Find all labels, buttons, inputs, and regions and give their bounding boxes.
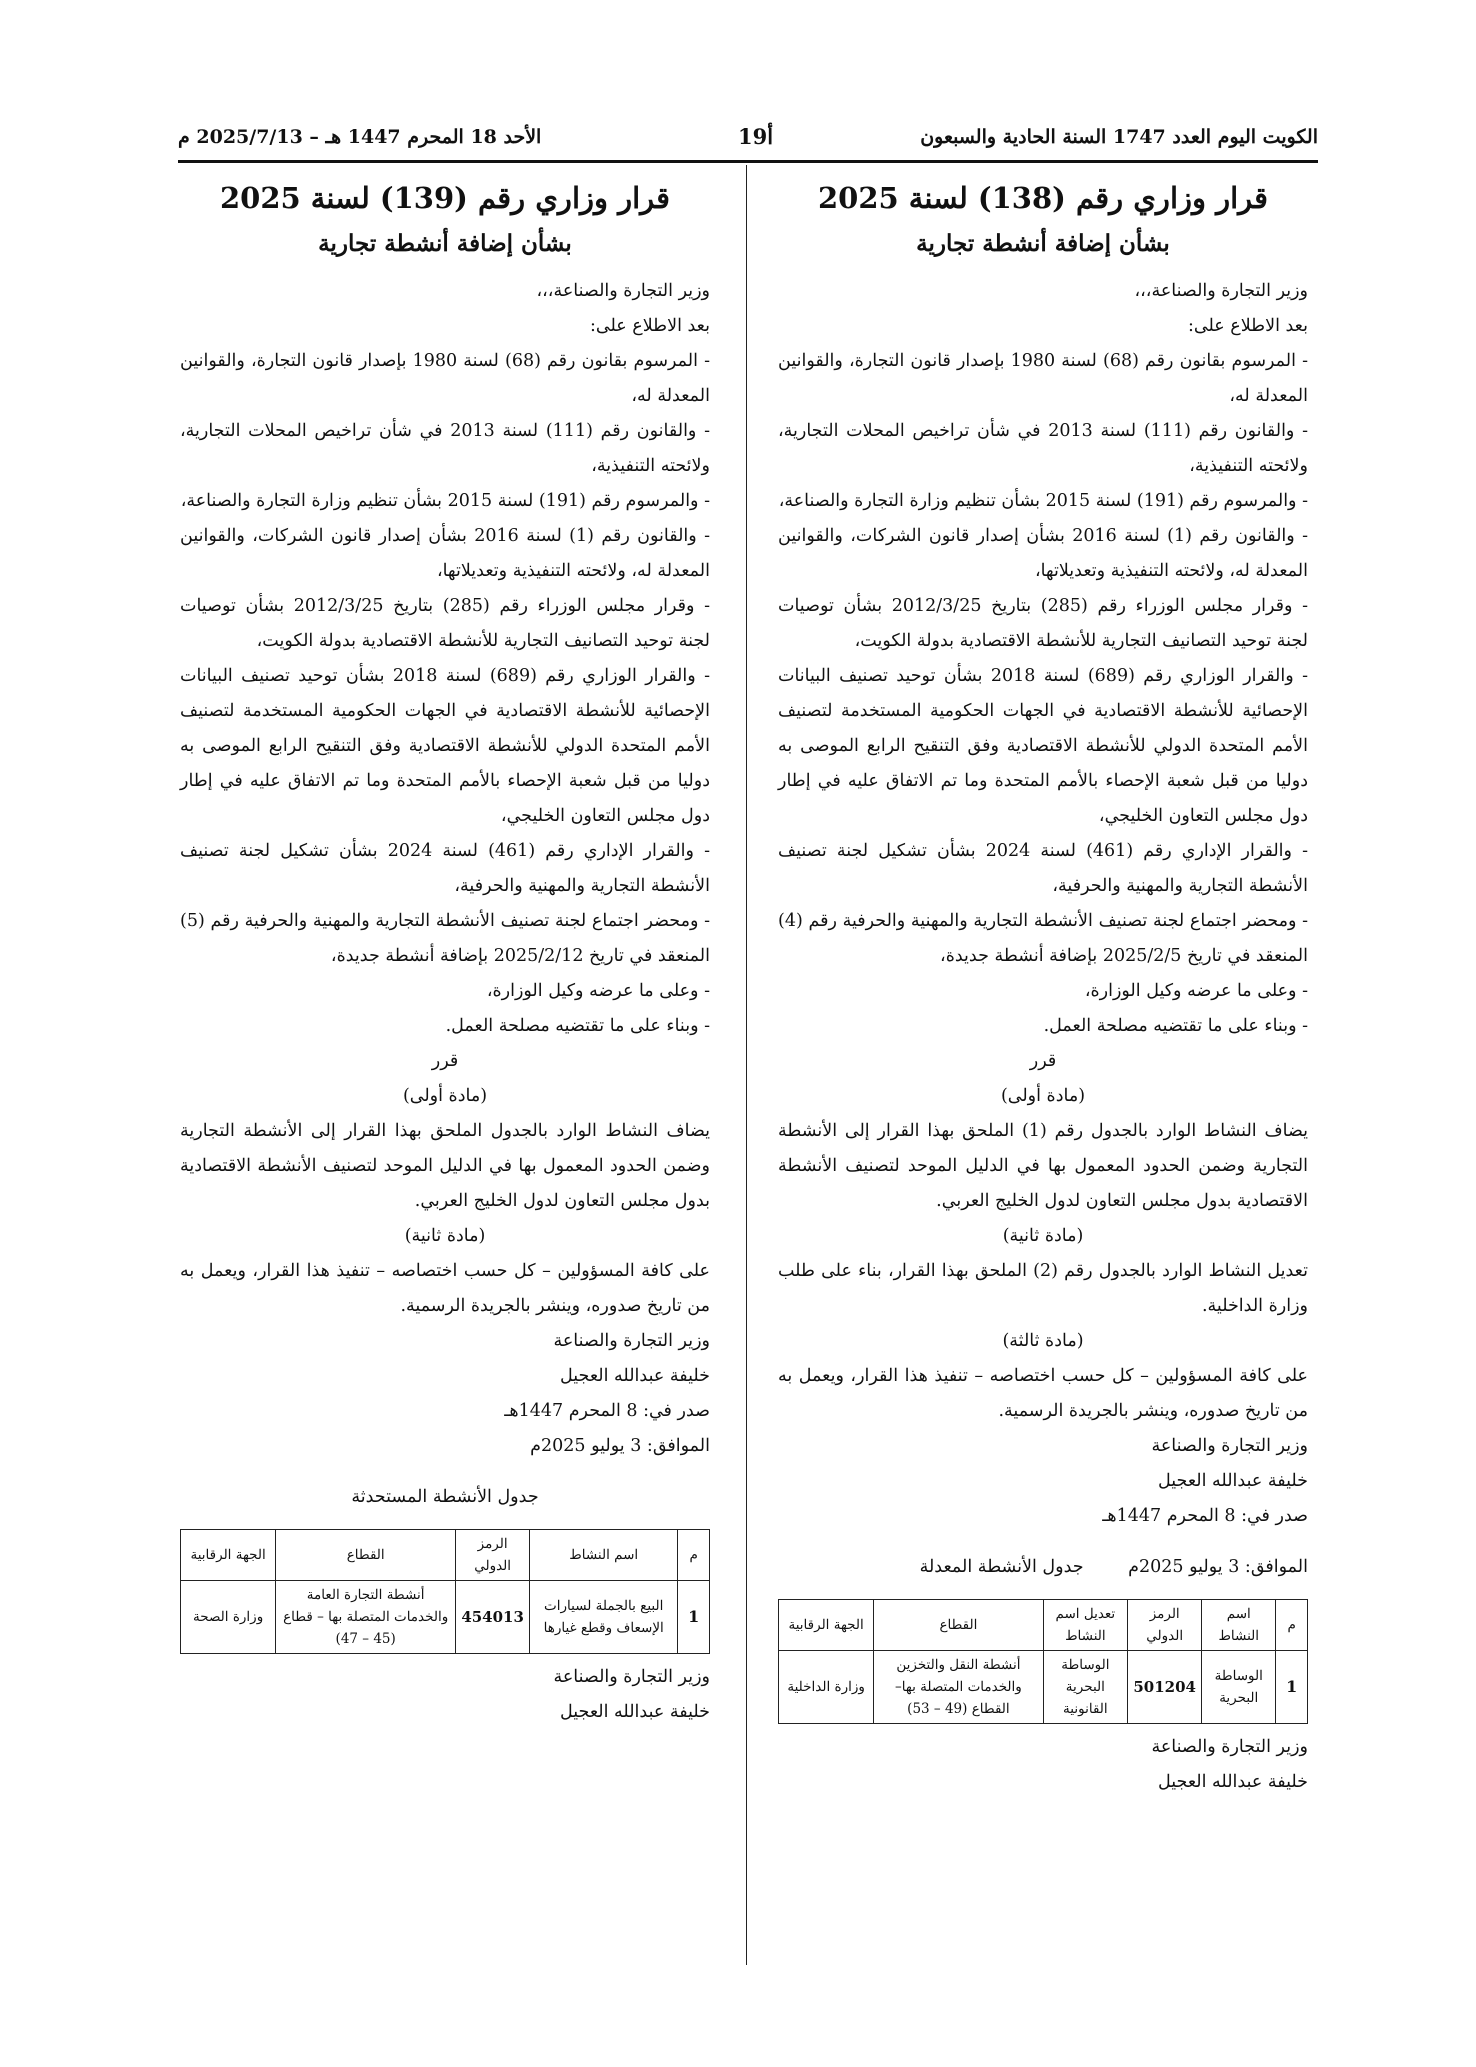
decision-139-column [180,178,710,1730]
corresponding-date: الموافق: 3 يوليو 2025م [530,1436,710,1456]
decision-139-subtitle: بشأن إضافة أنشطة تجارية [318,230,572,257]
article-3-heading: (مادة ثالثة) [1002,1331,1084,1351]
table-cell: 1 [678,1581,710,1654]
minister-name: خليفة عبدالله العجيل [1158,1471,1308,1491]
table-header-row [181,1530,710,1581]
table-header-cell: اسم النشاط [1202,1600,1276,1651]
page-header [178,118,1318,154]
preamble-line: وزير التجارة والصناعة،،، [1134,281,1308,301]
table-header-cell: الجهة الرقابية [779,1600,874,1651]
table-row [181,1581,710,1654]
preamble-line: - والقرار الوزاري رقم (689) لسنة 2018 بشأن توحيد تصنيف البيانات الإحصائية للأنشطة الاقتصادية في الجهات الحكومية المستخدمة لتصنيف الأمم المتحدة الدولي للأنشطة الاقتصادية وفق التنقيح الرابع الموصى به دوليا من قبل شعبة الإحصاء بالأمم المتحدة وما تم الاتفاق عليه في إطار دول مجلس التعاون الخليجي، [778,666,1308,826]
table-header-cell: م [678,1530,710,1581]
signature-title: وزير التجارة والصناعة [553,1667,710,1687]
table-header-cell: الجهة الرقابية [181,1530,276,1581]
preamble-line: - وعلى ما عرضه وكيل الوزارة، [486,981,710,1001]
article-1-heading: (مادة أولى) [402,1086,488,1106]
table-cell: الوساطة البحرية القانونية [1043,1651,1128,1724]
table-cell: البيع بالجملة لسيارات الإسعاف وقطع غيارها [530,1581,678,1654]
preamble-line: - والقانون رقم (111) لسنة 2013 في شأن تراخيص المحلات التجارية، ولائحته التنفيذية، [778,421,1309,476]
preamble-line: - وبناء على ما تقتضيه مصلحة العمل. [1043,1016,1308,1036]
table-cell: أنشطة النقل والتخزين والخدمات المتصلة بها– القطاع (49 – 53) [874,1651,1043,1724]
table-cell: وزارة الداخلية [779,1651,874,1724]
table-title: جدول الأنشطة المعدلة [919,1556,1084,1577]
table-cell: الوساطة البحرية [1202,1651,1276,1724]
article-2-heading: (مادة ثانية) [1002,1226,1084,1246]
minister-title: وزير التجارة والصناعة [1151,1436,1308,1456]
table-header-cell: م [1276,1600,1308,1651]
table-cell: 1 [1276,1651,1308,1724]
signature-name: خليفة عبدالله العجيل [560,1702,710,1722]
decided-heading: قرر [431,1051,459,1071]
article-2-heading: (مادة ثانية) [404,1226,486,1246]
table-header-cell: الرمز الدولي [456,1530,530,1581]
decision-138-subtitle: بشأن إضافة أنشطة تجارية [916,230,1170,257]
modified-activities-table [778,1599,1308,1724]
preamble-line: - وبناء على ما تقتضيه مصلحة العمل. [445,1016,710,1036]
corresponding-date: الموافق: 3 يوليو 2025م [1128,1556,1308,1577]
article-3-text: على كافة المسؤولين – كل حسب اختصاصه – تنفيذ هذا القرار، ويعمل به من تاريخ صدوره، وينشر بالجريدة الرسمية. [778,1366,1308,1421]
article-2-text: على كافة المسؤولين – كل حسب اختصاصه – تنفيذ هذا القرار، ويعمل به من تاريخ صدوره، وينشر بالجريدة الرسمية. [180,1261,710,1316]
header-date: الأحد 18 المحرم 1447 هـ – 2025/7/13 م [178,126,542,148]
new-activities-table [180,1529,710,1654]
preamble-line: - المرسوم بقانون رقم (68) لسنة 1980 بإصدار قانون التجارة، والقوانين المعدلة له، [180,351,710,406]
preamble-line: بعد الاطلاع على: [1188,316,1308,336]
signature-name: خليفة عبدالله العجيل [1158,1772,1308,1792]
table-cell: 454013 [456,1581,530,1654]
preamble-line: - والقانون رقم (1) لسنة 2016 بشأن إصدار قانون الشركات، والقوانين المعدلة له، ولائحته التنفيذية وتعديلاتها، [180,526,711,581]
article-1-text: يضاف النشاط الوارد بالجدول رقم (1) الملحق بهذا القرار إلى الأنشطة التجارية وضمن الحدود المعمول بها في الدليل الموحد لتصنيف الأنشطة الاقتصادية بدول مجلس التعاون لدول الخليج العربي. [778,1121,1308,1211]
signature-title: وزير التجارة والصناعة [1151,1737,1308,1757]
preamble-line: - وقرار مجلس الوزراء رقم (285) بتاريخ 2012/3/25 بشأن توصيات لجنة توحيد التصانيف التجارية للأنشطة الاقتصادية بدولة الكويت، [778,596,1309,651]
minister-title: وزير التجارة والصناعة [553,1331,710,1351]
table-cell: وزارة الصحة [181,1581,276,1654]
article-1-heading: (مادة أولى) [1000,1086,1086,1106]
column-divider [746,165,747,1965]
issued-date: صدر في: 8 المحرم 1447هـ [1102,1506,1308,1526]
preamble-line: - والقرار الإداري رقم (461) لسنة 2024 بشأن تشكيل لجنة تصنيف الأنشطة التجارية والمهنية والحرفية، [778,841,1308,896]
preamble-line: - والمرسوم رقم (191) لسنة 2015 بشأن تنظيم وزارة التجارة والصناعة، [778,491,1308,511]
preamble-line: بعد الاطلاع على: [590,316,710,336]
table-header-cell: القطاع [874,1600,1043,1651]
decided-heading: قرر [1029,1051,1057,1071]
article-2-text: تعديل النشاط الوارد بالجدول رقم (2) الملحق بهذا القرار، بناء على طلب وزارة الداخلية. [778,1261,1308,1316]
preamble-line: - والمرسوم رقم (191) لسنة 2015 بشأن تنظيم وزارة التجارة والصناعة، [180,491,710,511]
table-cell: أنشطة التجارة العامة والخدمات المتصلة بها – قطاع (45 – 47) [276,1581,456,1654]
table-caption-row [778,1552,1308,1582]
table-header-cell: القطاع [276,1530,456,1581]
decision-138-column [778,178,1308,1800]
preamble-line: - المرسوم بقانون رقم (68) لسنة 1980 بإصدار قانون التجارة، والقوانين المعدلة له، [778,351,1308,406]
table-row [779,1651,1308,1724]
preamble-line: وزير التجارة والصناعة،،، [536,281,710,301]
table-header-row [779,1600,1308,1651]
header-issue: الكويت اليوم العدد 1747 السنة الحادية والسبعون [920,126,1318,148]
preamble-line: - وقرار مجلس الوزراء رقم (285) بتاريخ 2012/3/25 بشأن توصيات لجنة توحيد التصانيف التجارية للأنشطة الاقتصادية بدولة الكويت، [180,596,711,651]
preamble-line: - ومحضر اجتماع لجنة تصنيف الأنشطة التجارية والمهنية والحرفية رقم (4) المنعقد في تاريخ 2025/2/5 بإضافة أنشطة جديدة، [778,911,1308,966]
preamble-line: - والقانون رقم (111) لسنة 2013 في شأن تراخيص المحلات التجارية، ولائحته التنفيذية، [180,421,711,476]
preamble-line: - والقرار الإداري رقم (461) لسنة 2024 بشأن تشكيل لجنة تصنيف الأنشطة التجارية والمهنية والحرفية، [180,841,710,896]
preamble-line: - والقانون رقم (1) لسنة 2016 بشأن إصدار قانون الشركات، والقوانين المعدلة له، ولائحته التنفيذية وتعديلاتها، [778,526,1309,581]
table-header-cell: الرمز الدولي [1128,1600,1202,1651]
decision-139-title: قرار وزاري رقم (139) لسنة 2025 [219,181,671,215]
preamble-line: - وعلى ما عرضه وكيل الوزارة، [1084,981,1308,1001]
article-1-text: يضاف النشاط الوارد بالجدول الملحق بهذا القرار إلى الأنشطة التجارية وضمن الحدود المعمول بها في الدليل الموحد لتصنيف الأنشطة الاقتصادية بدول مجلس التعاون لدول الخليج العربي. [180,1121,710,1211]
table-title: جدول الأنشطة المستحدثة [351,1486,539,1507]
table-cell: 501204 [1128,1651,1202,1724]
issued-date: صدر في: 8 المحرم 1447هـ [504,1401,710,1421]
table-header-cell: تعديل اسم النشاط [1043,1600,1128,1651]
decision-138-title: قرار وزاري رقم (138) لسنة 2025 [817,181,1269,215]
preamble-line: - والقرار الوزاري رقم (689) لسنة 2018 بشأن توحيد تصنيف البيانات الإحصائية للأنشطة الاقتصادية في الجهات الحكومية المستخدمة لتصنيف الأمم المتحدة الدولي للأنشطة الاقتصادية وفق التنقيح الرابع الموصى به دوليا من قبل شعبة الإحصاء بالأمم المتحدة وما تم الاتفاق عليه في إطار دول مجلس التعاون الخليجي، [180,666,710,826]
table-header-cell: اسم النشاط [530,1530,678,1581]
header-rule [178,160,1318,163]
header-page-number: 19أ [738,124,774,149]
preamble-line: - ومحضر اجتماع لجنة تصنيف الأنشطة التجارية والمهنية والحرفية رقم (5) المنعقد في تاريخ 2025/2/12 بإضافة أنشطة جديدة، [180,911,710,966]
minister-name: خليفة عبدالله العجيل [560,1366,710,1386]
